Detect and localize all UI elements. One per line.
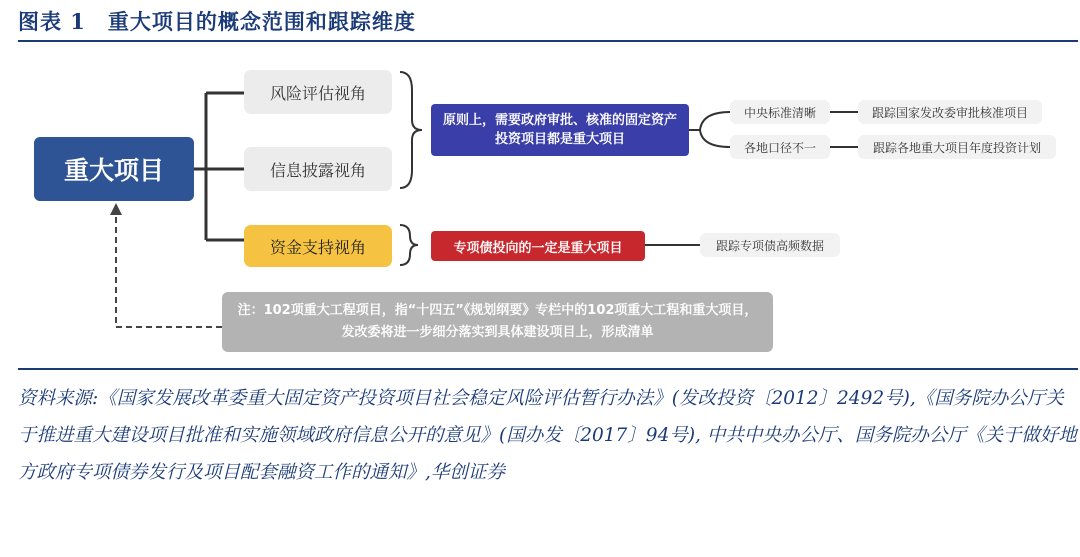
disclosure-perspective-node: 信息披露视角 <box>244 147 392 191</box>
track-local-node: 跟踪各地重大项目年度投资计划 <box>858 135 1056 159</box>
principle-fork <box>689 112 730 147</box>
source-rule <box>18 368 1078 370</box>
funding-perspective-node: 资金支持视角 <box>244 225 392 267</box>
risk-perspective-node: 风险评估视角 <box>244 70 392 114</box>
note-box: 注：102项重大工程项目，指“十四五”《规划纲要》专栏中的102项重大工程和重大项目，发改委将进一步细分落实到具体建设项目上，形成清单 <box>222 292 773 352</box>
local-standard-node: 各地口径不一 <box>730 135 830 159</box>
figure-title: 图表 1 重大项目的概念范围和跟踪维度 <box>18 9 416 34</box>
track-bond-node: 跟踪专项债高频数据 <box>700 233 840 257</box>
note-arrowhead <box>110 203 122 215</box>
brace-lower <box>400 225 418 265</box>
source-note: 资料来源:《国家发展改革委重大固定资产投资项目社会稳定风险评估暂行办法》(发改投资〔2012〕2492号),《国务院办公厅关于推进重大建设项目批准和实施领域政府信息公开的意见》(国办发〔2017〕94号), 中共中央办公厅、国务院办公厅《关于做好地方政府专项债券发行及项目配套融资工作的通知》,华创证券 <box>18 388 1077 483</box>
brace-upper <box>400 72 422 188</box>
root-bracket <box>194 93 244 240</box>
principle-box: 原则上，需要政府审批、核准的固定资产投资项目都是重大项目 <box>431 104 689 156</box>
central-standard-node: 中央标准清晰 <box>730 100 830 124</box>
root-node: 重大项目 <box>34 137 194 201</box>
special-bond-box: 专项债投向的一定是重大项目 <box>431 231 645 261</box>
track-central-node: 跟踪国家发改委审批核准项目 <box>858 100 1042 124</box>
